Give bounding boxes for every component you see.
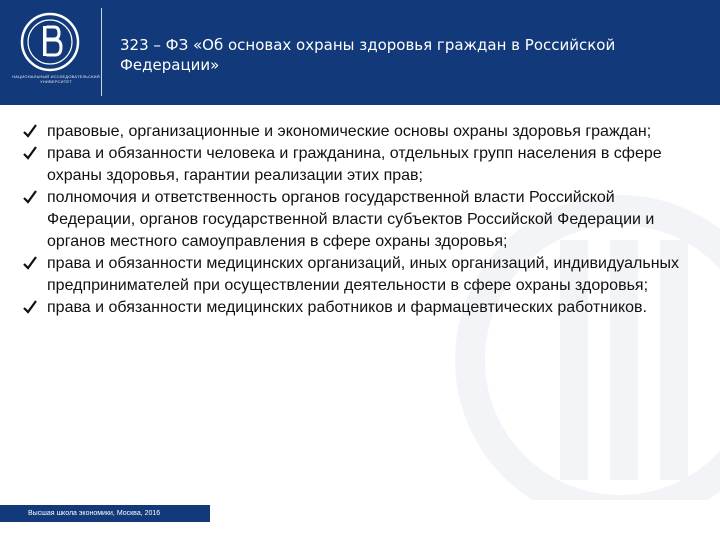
list-item [22,297,682,319]
bullet-list [22,121,682,319]
list-item [22,187,682,253]
footer [0,505,720,540]
check-icon [22,254,38,272]
page-title: 323 – ФЗ «Об основах охраны здоровья граждан в Российской Федерации» [120,36,616,74]
header-bar [0,0,720,105]
check-icon [22,144,38,162]
logo-org-text: НАЦИОНАЛЬНЫЙ ИССЛЕДОВАТЕЛЬСКИЙ УНИВЕРСИТЕТ [12,74,100,84]
footer-text: Высшая школа экономики, Москва, 2016 [28,510,161,517]
footer-bar [0,505,210,522]
list-item [22,253,682,297]
list-item-text: права и обязанности медицинских организаций, иных организаций, индивидуальных предпринимателей при осуществлении деятельности в сфере охраны здоровья; [47,255,680,294]
list-item [22,121,682,143]
list-item-text: права и обязанности медицинских работников и фармацевтических работников. [47,299,647,316]
list-item-text: полномочия и ответственность органов государственной власти Российской Федерации, органов государственной власти субъектов Российской Федерации и органов местного самоуправления в сфере охраны здоровья; [47,189,655,250]
list-item-text: права и обязанности человека и гражданина, отдельных групп населения в сфере охраны здоровья, гарантии реализации этих прав; [47,145,662,184]
check-icon [22,122,38,140]
check-icon [22,188,38,206]
list-item [22,143,682,187]
list-item-text: правовые, организационные и экономические основы охраны здоровья граждан; [47,123,652,140]
check-icon [22,298,38,316]
header-divider [101,8,102,96]
